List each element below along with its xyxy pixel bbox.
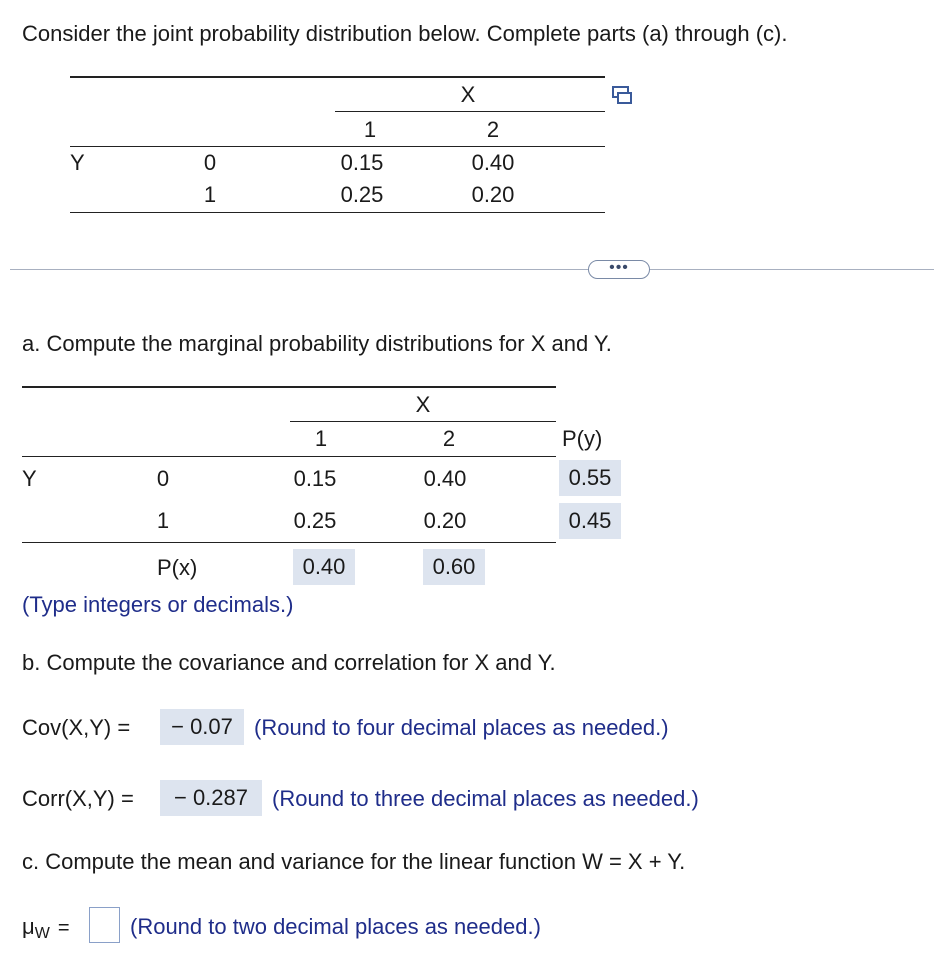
- section-divider: [10, 269, 934, 270]
- table2-top-rule: [22, 386, 556, 388]
- expand-more-button[interactable]: •••: [588, 260, 650, 279]
- table2-cell: 0.40: [423, 466, 467, 491]
- table2-cell: 0.25: [293, 508, 337, 533]
- px-answer-2[interactable]: 0.60: [423, 549, 485, 585]
- table1-cell: 0.20: [471, 182, 515, 207]
- corr-answer[interactable]: − 0.287: [160, 780, 262, 816]
- table2-x-header: X: [415, 392, 431, 417]
- table1-bottom-rule: [70, 212, 605, 213]
- part-c-question: c. Compute the mean and variance for the linear function W = X + Y.: [22, 849, 686, 874]
- cov-answer[interactable]: − 0.07: [160, 709, 244, 745]
- mu-w-hint: (Round to two decimal places as needed.): [130, 914, 541, 939]
- table2-header-rule: [22, 456, 556, 457]
- table1-y-value-0: 0: [203, 150, 217, 175]
- table1-x-value-1: 1: [363, 117, 377, 142]
- table2-y-value-1: 1: [156, 508, 170, 533]
- part-a-hint: (Type integers or decimals.): [22, 592, 294, 617]
- mu-w-input[interactable]: [89, 907, 120, 943]
- table1-y-value-1: 1: [203, 182, 217, 207]
- px-label: P(x): [157, 555, 198, 580]
- table1-y-header: Y: [70, 150, 85, 175]
- table2-x-value-2: 2: [442, 426, 456, 451]
- part-a-question: a. Compute the marginal probability distributions for X and Y.: [22, 331, 612, 356]
- table1-x-value-2: 2: [486, 117, 500, 142]
- table1-cell: 0.15: [340, 150, 384, 175]
- mu-w-label: [22, 914, 70, 943]
- cov-hint: (Round to four decimal places as needed.): [254, 715, 669, 740]
- mu-symbol: μ: [22, 914, 35, 939]
- py-answer-0[interactable]: 0.55: [559, 460, 621, 496]
- copy-icon[interactable]: [611, 84, 633, 106]
- py-header: P(y): [562, 426, 603, 451]
- table2-y-value-0: 0: [156, 466, 170, 491]
- intro-text: Consider the joint probability distribution below. Complete parts (a) through (c).: [22, 21, 788, 46]
- table2-cell: 0.20: [423, 508, 467, 533]
- table2-x-value-1: 1: [314, 426, 328, 451]
- table1-header-rule: [70, 146, 605, 147]
- py-answer-1[interactable]: 0.45: [559, 503, 621, 539]
- table1-x-header: X: [460, 82, 476, 107]
- table2-y-header: Y: [22, 466, 37, 491]
- table1-top-rule: [70, 76, 605, 78]
- table2-cell: 0.15: [293, 466, 337, 491]
- table1-x-rule: [335, 111, 605, 112]
- table2-bottom-rule: [22, 542, 556, 543]
- px-answer-1[interactable]: 0.40: [293, 549, 355, 585]
- mu-equals: =: [57, 917, 70, 939]
- corr-hint: (Round to three decimal places as needed.): [272, 786, 699, 811]
- corr-label: Corr(X,Y) =: [22, 786, 134, 811]
- mu-subscript: W: [34, 925, 50, 942]
- table1-cell: 0.40: [471, 150, 515, 175]
- table2-x-rule: [290, 421, 556, 422]
- table1-cell: 0.25: [340, 182, 384, 207]
- part-b-question: b. Compute the covariance and correlation for X and Y.: [22, 650, 556, 675]
- cov-label: Cov(X,Y) =: [22, 715, 131, 740]
